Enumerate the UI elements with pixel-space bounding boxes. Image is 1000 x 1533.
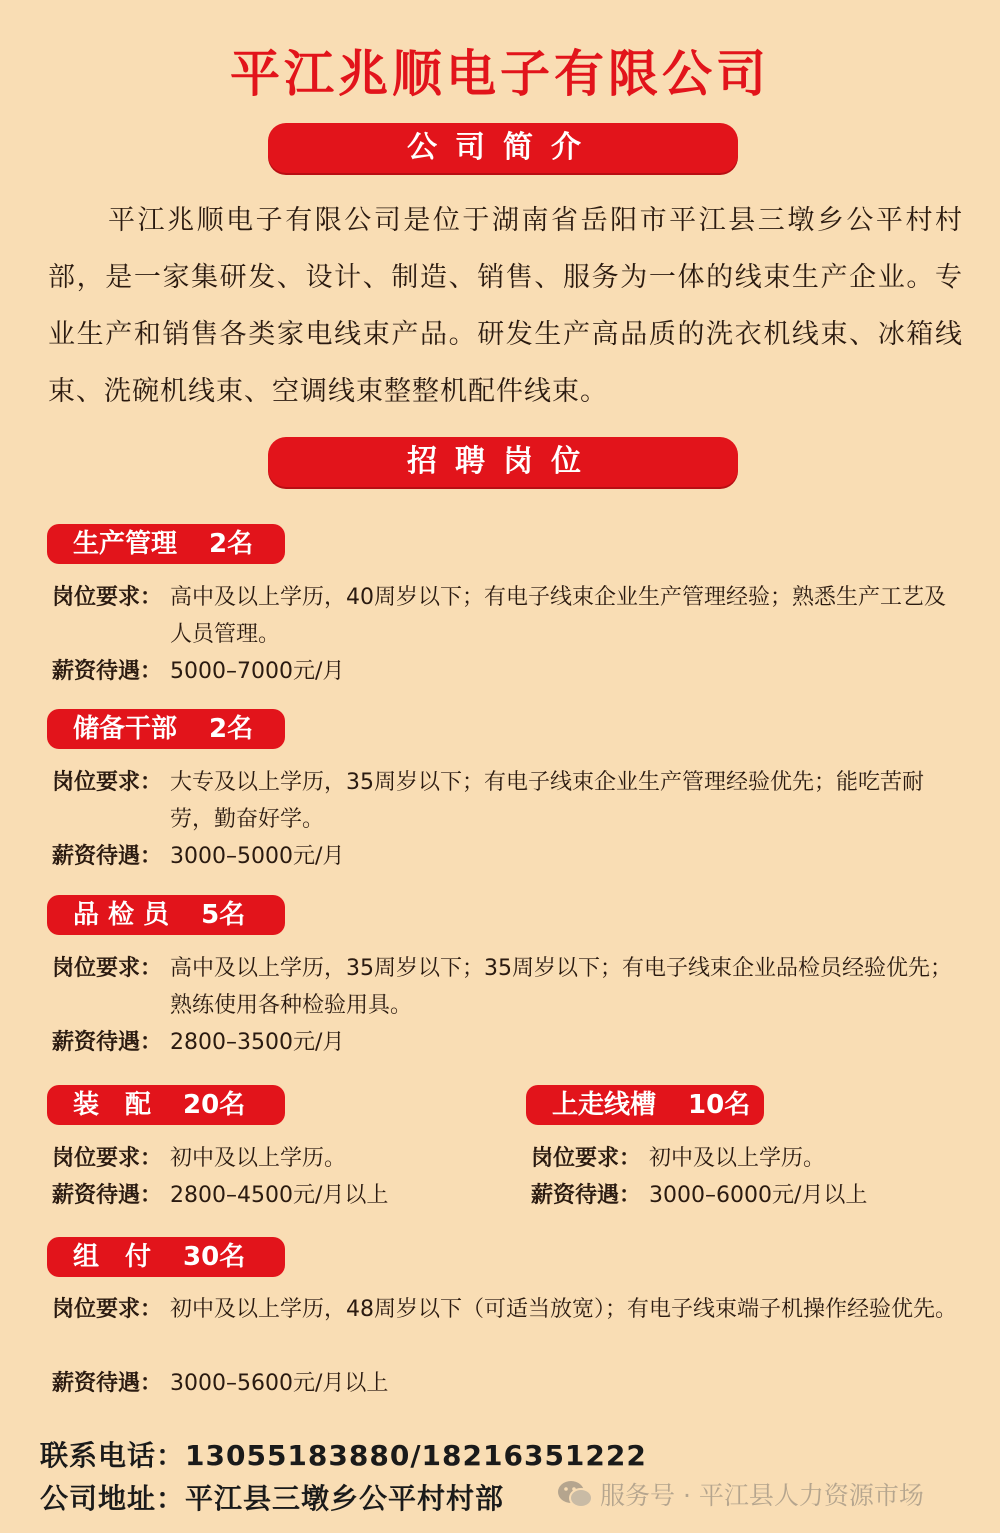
- requirement-text: 高中及以上学历，35周岁以下；35周岁以下；有电子线束企业品检员经验优先；熟练使用各种检验用具。: [170, 956, 952, 1018]
- job-salary: [52, 653, 957, 690]
- section-banner-intro: 公司简介: [268, 123, 738, 173]
- requirement-label: 岗位要求：: [52, 1297, 163, 1322]
- job-salary: [52, 1024, 957, 1061]
- salary-text: 3000–6000元/月以上: [649, 1183, 868, 1208]
- job-pill-quality-inspector: [47, 895, 285, 935]
- job-count: 5名: [201, 900, 246, 930]
- salary-text: 2800–4500元/月以上: [170, 1183, 389, 1208]
- requirement-text: 大专及以上学历，35周岁以下；有电子线束企业生产管理经验优先；能吃苦耐劳，勤奋好学。: [170, 770, 924, 832]
- job-requirement: [531, 1140, 971, 1177]
- job-salary: [52, 838, 957, 875]
- address-text: 平江县三墩乡公平村村部: [185, 1482, 505, 1515]
- requirement-label: 岗位要求：: [531, 1146, 642, 1171]
- section-banner-jobs: 招聘岗位: [268, 437, 738, 487]
- salary-text: 2800–3500元/月: [170, 1030, 345, 1055]
- salary-label: 薪资待遇：: [531, 1183, 642, 1208]
- salary-text: 3000–5600元/月以上: [170, 1371, 389, 1396]
- job-name: 装 配: [73, 1090, 152, 1120]
- job-count: 2名: [209, 714, 254, 744]
- job-count: 20名: [183, 1090, 246, 1120]
- salary-label: 薪资待遇：: [52, 659, 163, 684]
- contact-address: [40, 1477, 504, 1517]
- salary-text: 5000–7000元/月: [170, 659, 345, 684]
- requirement-label: 岗位要求：: [52, 956, 163, 981]
- salary-label: 薪资待遇：: [52, 1183, 163, 1208]
- job-count: 2名: [209, 529, 254, 559]
- job-name: 组 付: [73, 1242, 152, 1272]
- contact-phone: [40, 1434, 647, 1474]
- job-requirement: [52, 1291, 957, 1328]
- requirement-text: 初中及以上学历。: [170, 1146, 347, 1171]
- job-count: 30名: [183, 1242, 246, 1272]
- company-intro: 平江兆顺电子有限公司是位于湖南省岳阳市平江县三墩乡公平村村部，是一家集研发、设计、制造、销售、服务为一体的线束生产企业。专业生产和销售各类家电线束产品。研发生产高品质的洗衣机线束、冰箱线束、洗碗机线束、空调线束整整机配件线束。: [48, 205, 963, 407]
- job-requirement: [52, 764, 957, 838]
- job-salary: [531, 1177, 971, 1214]
- job-requirement: [52, 579, 957, 653]
- job-requirement: [52, 1140, 492, 1177]
- requirement-text: 高中及以上学历，40周岁以下；有电子线束企业生产管理经验；熟悉生产工艺及人员管理。: [170, 585, 946, 647]
- job-name: 上走线槽: [552, 1090, 657, 1120]
- wechat-icon: [556, 1479, 594, 1509]
- requirement-label: 岗位要求：: [52, 585, 163, 610]
- job-count: 10名: [688, 1090, 751, 1120]
- watermark: [556, 1476, 924, 1512]
- job-pill-wire-trough: [526, 1085, 764, 1125]
- requirement-text: 初中及以上学历。: [649, 1146, 826, 1171]
- phone-label: 联系电话：: [40, 1439, 186, 1472]
- address-label: 公司地址：: [40, 1482, 186, 1515]
- requirement-text: 初中及以上学历，48周岁以下（可适当放宽）；有电子线束端子机操作经验优先。: [170, 1297, 957, 1322]
- watermark-text: 服务号 · 平江县人力资源市场: [600, 1481, 924, 1510]
- salary-text: 3000–5000元/月: [170, 844, 345, 869]
- salary-label: 薪资待遇：: [52, 1030, 163, 1055]
- requirement-label: 岗位要求：: [52, 1146, 163, 1171]
- salary-label: 薪资待遇：: [52, 1371, 163, 1396]
- job-pill-assembly: [47, 1085, 285, 1125]
- job-pill-reserve-cadre: [47, 709, 285, 749]
- phone-number[interactable]: 13055183880/18216351222: [185, 1439, 647, 1472]
- job-requirement: [52, 950, 957, 1024]
- requirement-label: 岗位要求：: [52, 770, 163, 795]
- job-name: 储备干部: [73, 714, 178, 744]
- job-pill-fitter: [47, 1237, 285, 1277]
- job-pill-production-manager: [47, 524, 285, 564]
- job-name: 品 检 员: [73, 900, 170, 930]
- job-salary: [52, 1177, 492, 1214]
- salary-label: 薪资待遇：: [52, 844, 163, 869]
- job-name: 生产管理: [73, 529, 178, 559]
- job-salary: [52, 1365, 957, 1402]
- page-title: 平江兆顺电子有限公司: [230, 45, 770, 103]
